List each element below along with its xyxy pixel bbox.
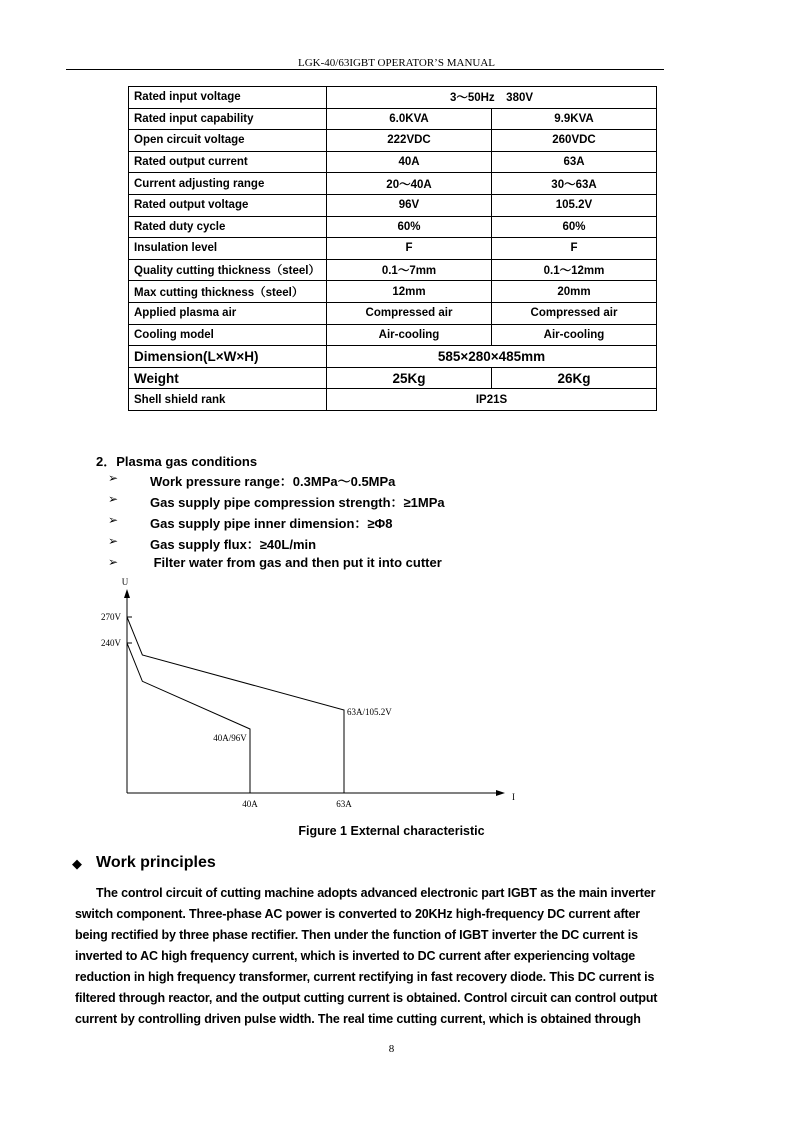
gas-condition-item: Gas supply pipe inner dimension：≥Φ8	[150, 516, 393, 531]
figure-caption: Figure 1 External characteristic	[298, 824, 485, 838]
spec-value-40a: F	[327, 238, 492, 260]
spec-value-40a: Compressed air	[327, 302, 492, 324]
spec-value: IP21S	[327, 389, 657, 411]
paragraph-line: The control circuit of cutting machine adopts advanced electronic part IGBT as the main inverter	[96, 886, 656, 900]
spec-value-63a: Air-cooling	[492, 324, 657, 346]
spec-value-40a: Air-cooling	[327, 324, 492, 346]
spec-label: Open circuit voltage	[129, 130, 327, 152]
spec-label: Max cutting thickness（steel）	[129, 281, 327, 303]
paragraph-line: reduction in high frequency transformer, current rectifying in fast recovery diode. This DC current is	[75, 970, 655, 984]
spec-value-40a: 6.0KVA	[327, 108, 492, 130]
arrowhead-bullet-icon: ➢	[108, 471, 119, 485]
spec-label: Dimension(L×W×H)	[129, 346, 327, 368]
spec-value-40a: 12mm	[327, 281, 492, 303]
spec-value-63a: 63A	[492, 151, 657, 173]
spec-value: 3～50Hz 380V	[327, 87, 657, 109]
paragraph-line: current by controlling driven pulse width. The real time cutting current, which is obtained through	[75, 1012, 641, 1026]
spec-label: Applied plasma air	[129, 302, 327, 324]
series-annotation: 40A/96V	[213, 733, 247, 743]
gas-condition-item: Gas supply flux：≥40L/min	[150, 537, 317, 552]
arrowhead-bullet-icon: ➢	[108, 492, 119, 506]
spec-label: Quality cutting thickness（steel）	[129, 259, 327, 281]
spec-label: Insulation level	[129, 238, 327, 260]
series-line-40A	[127, 643, 250, 793]
x-tick-label: 63A	[336, 799, 352, 809]
series-annotation: 63A/105.2V	[347, 707, 392, 717]
gas-condition-item: Gas supply pipe compression strength：≥1MPa	[150, 495, 445, 510]
spec-label: Current adjusting range	[129, 173, 327, 195]
spec-value-40a: 60%	[327, 216, 492, 238]
paragraph-line: switch component. Three-phase AC power is converted to 20KHz high-frequency DC current after	[75, 907, 641, 921]
spec-value-63a: 260VDC	[492, 130, 657, 152]
spec-value-63a: 20mm	[492, 281, 657, 303]
spec-label: Rated duty cycle	[129, 216, 327, 238]
spec-value-40a: 40A	[327, 151, 492, 173]
x-axis-arrow-icon	[496, 790, 505, 796]
y-axis-arrow-icon	[124, 589, 130, 598]
x-axis-label: I	[512, 792, 515, 802]
spec-value-40a: 96V	[327, 194, 492, 216]
page-number: 8	[388, 1043, 395, 1055]
gas-conditions-heading: 2．Plasma gas conditions	[96, 454, 258, 469]
y-axis-label: U	[121, 577, 129, 587]
running-header: LGK-40/63IGBT OPERATOR’S MANUAL	[298, 57, 495, 69]
spec-label: Rated output current	[129, 151, 327, 173]
spec-value-63a: 9.9KVA	[492, 108, 657, 130]
gas-condition-item: Filter water from gas and then put it into cutter	[150, 555, 442, 570]
spec-value-63a: 30～63A	[492, 173, 657, 195]
gas-condition-item: Work pressure range：0.3MPa～0.5MPa	[150, 474, 396, 489]
paragraph-line: being rectified by three phase rectifier. Then under the function of IGBT inverter the DC current is	[75, 928, 638, 942]
spec-value-63a: Compressed air	[492, 302, 657, 324]
y-tick-label: 240V	[101, 638, 121, 648]
spec-label: Cooling model	[129, 324, 327, 346]
arrowhead-bullet-icon: ➢	[108, 513, 119, 527]
spec-value-63a: F	[492, 238, 657, 260]
spec-label: Shell shield rank	[129, 389, 327, 411]
y-tick-label: 270V	[101, 612, 121, 622]
arrowhead-bullet-icon: ➢	[108, 555, 119, 569]
spec-label: Rated input capability	[129, 108, 327, 130]
spec-value-63a: 105.2V	[492, 194, 657, 216]
work-principles-heading: Work principles	[96, 854, 216, 871]
spec-label: Rated output voltage	[129, 194, 327, 216]
spec-value-63a: 26Kg	[492, 367, 657, 389]
spec-value-40a: 222VDC	[327, 130, 492, 152]
paragraph-line: inverted to AC high frequency current, which is inverted to DC current after experiencing voltage	[75, 949, 636, 963]
spec-label: Weight	[129, 367, 327, 389]
x-tick-label: 40A	[242, 799, 258, 809]
diamond-bullet-icon: ◆	[72, 856, 82, 871]
spec-label: Rated input voltage	[129, 87, 327, 109]
arrowhead-bullet-icon: ➢	[108, 534, 119, 548]
spec-value-63a: 60%	[492, 216, 657, 238]
spec-value-40a: 25Kg	[327, 367, 492, 389]
spec-value: 585×280×485mm	[327, 346, 657, 368]
spec-value-63a: 0.1～12mm	[492, 259, 657, 281]
series-line-63A	[127, 617, 344, 793]
spec-value-40a: 20～40A	[327, 173, 492, 195]
spec-value-40a: 0.1～7mm	[327, 259, 492, 281]
paragraph-line: filtered through reactor, and the output cutting current is obtained. Control circuit can control output	[75, 991, 658, 1005]
